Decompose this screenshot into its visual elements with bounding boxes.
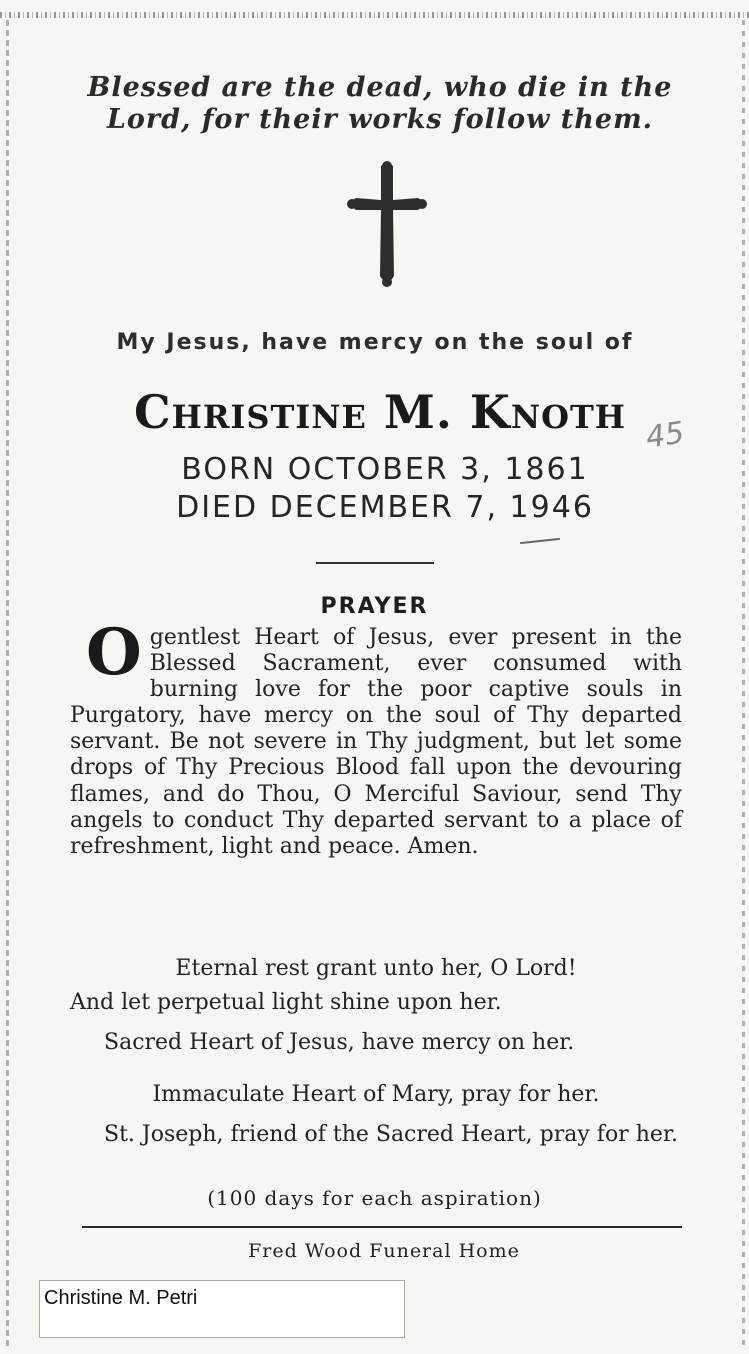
caption-box [39,1280,405,1338]
right-border [742,20,745,1350]
left-border [6,20,9,1350]
indulgence-note: (100 days for each aspiration) [207,1186,542,1210]
drop-cap: O [86,615,142,690]
cross-icon [344,160,430,292]
handwritten-mark: 45 [643,415,687,456]
funeral-home: Fred Wood Funeral Home [248,1240,520,1262]
mercy-line: My Jesus, have mercy on the soul of [116,330,634,355]
prayer-text [70,615,682,860]
aspiration-2: And let perpetual light shine upon her. [70,990,502,1015]
deceased-name: Christine M. Knoth [133,385,627,439]
aspiration-1: Eternal rest grant unto her, O Lord! [175,956,577,981]
prayer-heading: PRAYER [320,594,429,619]
aspiration-4: Immaculate Heart of Mary, pray for her. [152,1082,600,1107]
torn-top-edge [0,12,749,18]
scripture-verse: Blessed are the dead, who die in the Lord, for their works follow them. [87,72,673,135]
caption-text: Christine M. Petri [44,1287,198,1309]
divider-short [316,562,434,564]
aspiration-5-text: St. Joseph, friend of the Sacred Heart, pray for her. [104,1122,678,1147]
divider-long [82,1226,682,1228]
aspiration-5 [70,1122,682,1147]
death-date: DIED DECEMBER 7, 1946 [176,490,594,525]
aspiration-3-text: Sacred Heart of Jesus, have mercy on her. [104,1030,575,1055]
prayer-body: gentlest Heart of Jesus, ever present in the Blessed Sacrament, ever consumed with burning love for the poor captive souls in Purgatory, have mercy on the soul of Thy departed servant. Be not severe in Thy judgment, but let some drops of Thy Precious Blood fall upon the devouring flames, and do Thou, O Merciful Saviour, send Thy angels to conduct Thy departed servant to a place of refreshment, light and peace. Amen. [70,625,682,859]
birth-date: BORN OCTOBER 3, 1861 [181,452,589,487]
aspiration-3 [70,1030,682,1055]
pen-mark [520,538,560,544]
